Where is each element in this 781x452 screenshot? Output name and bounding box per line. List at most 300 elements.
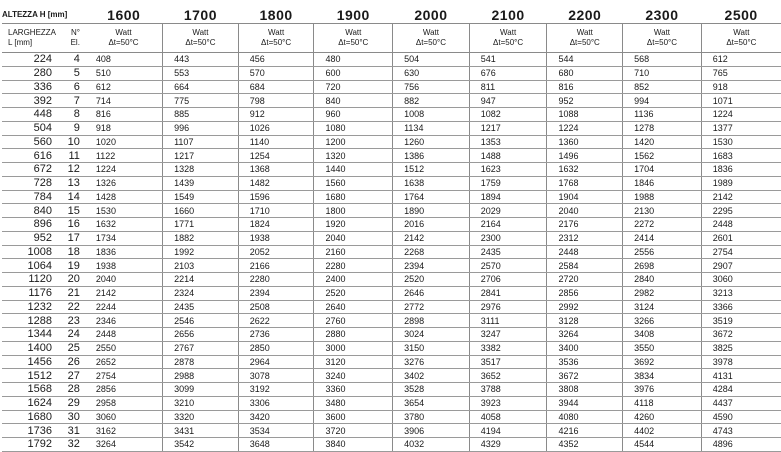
watt-value-cell: 676 [469, 66, 547, 80]
watt-value-cell: 1824 [238, 218, 314, 232]
width-cell: 1008 [2, 245, 56, 259]
elements-cell: 30 [56, 410, 85, 424]
watt-value-cell: 3213 [701, 286, 781, 300]
table-row [2, 300, 781, 314]
table-row [2, 355, 781, 369]
width-cell: 1232 [2, 300, 56, 314]
elements-cell: 32 [56, 438, 85, 452]
watt-value-cell: 2016 [393, 218, 470, 232]
watt-value-cell: 2898 [393, 314, 470, 328]
watt-value-cell: 1088 [547, 108, 623, 122]
watt-value-cell: 2324 [163, 286, 239, 300]
elements-cell: 31 [56, 424, 85, 438]
table-row [2, 424, 781, 438]
elements-cell: 12 [56, 163, 85, 177]
watt-value-cell: 510 [85, 66, 163, 80]
width-cell: 1568 [2, 383, 56, 397]
watt-value-cell: 4194 [469, 424, 547, 438]
watt-value-cell: 544 [547, 53, 623, 67]
watt-value-cell: 3825 [701, 341, 781, 355]
width-cell: 1120 [2, 273, 56, 287]
watt-value-cell: 2300 [469, 231, 547, 245]
table-row [2, 396, 781, 410]
watt-value-cell: 408 [85, 53, 163, 67]
watt-value-cell: 1904 [547, 190, 623, 204]
watt-value-cell: 1420 [623, 135, 702, 149]
watt-value-cell: 3276 [393, 355, 470, 369]
watt-value-cell: 1008 [393, 108, 470, 122]
watt-value-cell: 680 [547, 66, 623, 80]
watt-header-cell [85, 24, 163, 53]
table-row [2, 176, 781, 190]
watt-value-cell: 2878 [163, 355, 239, 369]
watt-value-cell: 4352 [547, 438, 623, 452]
watt-value-cell: 3923 [469, 396, 547, 410]
watt-value-cell: 2556 [623, 245, 702, 259]
watt-value-cell: 885 [163, 108, 239, 122]
elements-cell: 29 [56, 396, 85, 410]
watt-value-cell: 3111 [469, 314, 547, 328]
width-cell: 1400 [2, 341, 56, 355]
height-1700: 1700 [183, 6, 217, 23]
elements-cell: 5 [56, 66, 85, 80]
watt-value-cell: 2601 [701, 231, 781, 245]
elements-cell: 27 [56, 369, 85, 383]
watt-value-cell: 1020 [85, 135, 163, 149]
watt-value-cell: 3264 [85, 438, 163, 452]
watt-header-cell [469, 24, 547, 53]
larghezza-header [2, 24, 56, 53]
elements-cell: 6 [56, 80, 85, 94]
width-cell: 1512 [2, 369, 56, 383]
watt-value-cell: 630 [393, 66, 470, 80]
watt-value-cell: 443 [163, 53, 239, 67]
watt-value-cell: 3648 [238, 438, 314, 452]
elements-cell: 14 [56, 190, 85, 204]
watt-value-cell: 2856 [85, 383, 163, 397]
watt-value-cell: 3840 [314, 438, 393, 452]
table-row [2, 149, 781, 163]
watt-value-cell: 4284 [701, 383, 781, 397]
delta-label: Δt=50°C [493, 38, 524, 47]
watt-value-cell: 3264 [547, 328, 623, 342]
watt-value-cell: 3360 [314, 383, 393, 397]
delta-label: Δt=50°C [338, 38, 369, 47]
watt-value-cell: 1632 [547, 163, 623, 177]
delta-label: Δt=50°C [726, 38, 757, 47]
watt-value-cell: 918 [85, 121, 163, 135]
watt-value-cell: 3210 [163, 396, 239, 410]
watt-label: Watt [345, 28, 362, 37]
watt-value-cell: 3976 [623, 383, 702, 397]
watt-value-cell: 2976 [469, 300, 547, 314]
table-row [2, 314, 781, 328]
elements-cell: 22 [56, 300, 85, 314]
watt-value-cell: 912 [238, 108, 314, 122]
elements-cell: 26 [56, 355, 85, 369]
watt-value-cell: 1278 [623, 121, 702, 135]
watt-value-cell: 1920 [314, 218, 393, 232]
table-row [2, 218, 781, 232]
watt-label: Watt [422, 28, 439, 37]
watt-value-cell: 3400 [547, 341, 623, 355]
watt-value-cell: 600 [314, 66, 393, 80]
watt-value-cell: 1217 [469, 121, 547, 135]
watt-value-cell: 2720 [547, 273, 623, 287]
height-header-row [2, 6, 781, 24]
elements-header [56, 24, 85, 53]
watt-value-cell: 3788 [469, 383, 547, 397]
watt-value-cell: 1122 [85, 149, 163, 163]
watt-value-cell: 1377 [701, 121, 781, 135]
height-2100: 2100 [491, 6, 525, 23]
watt-value-cell: 2160 [314, 245, 393, 259]
watt-value-cell: 1136 [623, 108, 702, 122]
watt-value-cell: 1368 [238, 163, 314, 177]
watt-value-cell: 1254 [238, 149, 314, 163]
watt-value-cell: 2992 [547, 300, 623, 314]
watt-value-cell: 1938 [238, 231, 314, 245]
watt-value-cell: 1224 [547, 121, 623, 135]
watt-value-cell: 2400 [314, 273, 393, 287]
larghezza-unit: L [mm] [8, 38, 33, 47]
watt-value-cell: 3528 [393, 383, 470, 397]
watt-value-cell: 684 [238, 80, 314, 94]
width-cell: 728 [2, 176, 56, 190]
watt-value-cell: 4896 [701, 438, 781, 452]
watt-value-cell: 2394 [393, 259, 470, 273]
watt-value-cell: 2029 [469, 204, 547, 218]
watt-value-cell: 1938 [85, 259, 163, 273]
watt-value-cell: 2840 [623, 273, 702, 287]
watt-value-cell: 2772 [393, 300, 470, 314]
watt-value-cell: 3124 [623, 300, 702, 314]
watt-value-cell: 1734 [85, 231, 163, 245]
elements-cell: 8 [56, 108, 85, 122]
watt-label: Watt [192, 28, 209, 37]
watt-value-cell: 3536 [547, 355, 623, 369]
height-2500: 2500 [724, 6, 758, 23]
watt-value-cell: 2570 [469, 259, 547, 273]
watt-label: Watt [576, 28, 593, 37]
table-row [2, 273, 781, 287]
width-cell: 1792 [2, 438, 56, 452]
watt-value-cell: 1260 [393, 135, 470, 149]
watt-value-cell: 4590 [701, 410, 781, 424]
watt-value-cell: 1989 [701, 176, 781, 190]
watt-value-cell: 1134 [393, 121, 470, 135]
watt-value-cell: 553 [163, 66, 239, 80]
watt-value-cell: 2546 [163, 314, 239, 328]
watt-value-cell: 3978 [701, 355, 781, 369]
watt-value-cell: 4216 [547, 424, 623, 438]
watt-value-cell: 3431 [163, 424, 239, 438]
elements-cell: 7 [56, 94, 85, 108]
watt-header-cell [701, 24, 781, 53]
watt-header-cell [314, 24, 393, 53]
watt-value-cell: 2856 [547, 286, 623, 300]
watt-value-cell: 1224 [85, 163, 163, 177]
table-row [2, 383, 781, 397]
table-row [2, 190, 781, 204]
watt-value-cell: 1638 [393, 176, 470, 190]
watt-value-cell: 2295 [701, 204, 781, 218]
watt-value-cell: 2880 [314, 328, 393, 342]
watt-value-cell: 3534 [238, 424, 314, 438]
watt-value-cell: 568 [623, 53, 702, 67]
watt-value-cell: 1660 [163, 204, 239, 218]
watt-value-cell: 960 [314, 108, 393, 122]
watt-value-cell: 4402 [623, 424, 702, 438]
watt-value-cell: 3542 [163, 438, 239, 452]
watt-value-cell: 1992 [163, 245, 239, 259]
height-1900: 1900 [336, 6, 370, 23]
watt-value-cell: 2040 [547, 204, 623, 218]
watt-value-cell: 2448 [701, 218, 781, 232]
watt-value-cell: 1224 [701, 108, 781, 122]
table-row [2, 135, 781, 149]
watt-value-cell: 816 [85, 108, 163, 122]
table-row [2, 80, 781, 94]
watt-value-cell: 918 [701, 80, 781, 94]
watt-header-cell [163, 24, 239, 53]
width-cell: 560 [2, 135, 56, 149]
watt-value-cell: 4080 [547, 410, 623, 424]
watt-value-cell: 2767 [163, 341, 239, 355]
watt-value-cell: 2646 [393, 286, 470, 300]
watt-value-cell: 2698 [623, 259, 702, 273]
watt-value-cell: 2176 [547, 218, 623, 232]
table-row [2, 163, 781, 177]
watt-value-cell: 2448 [547, 245, 623, 259]
height-2300: 2300 [645, 6, 679, 23]
table-row [2, 369, 781, 383]
watt-value-cell: 2736 [238, 328, 314, 342]
watt-value-cell: 1836 [701, 163, 781, 177]
watt-value-cell: 1386 [393, 149, 470, 163]
table-row [2, 108, 781, 122]
table-row [2, 231, 781, 245]
watt-value-cell: 3780 [393, 410, 470, 424]
elements-cell: 13 [56, 176, 85, 190]
watt-header-cell [238, 24, 314, 53]
watt-value-cell: 1710 [238, 204, 314, 218]
delta-label: Δt=50°C [261, 38, 292, 47]
watt-value-cell: 2760 [314, 314, 393, 328]
elements-label: N° [70, 28, 80, 37]
watt-value-cell: 1140 [238, 135, 314, 149]
watt-value-cell: 2142 [85, 286, 163, 300]
watt-value-cell: 1328 [163, 163, 239, 177]
watt-label: Watt [115, 28, 132, 37]
elements-cell: 11 [56, 149, 85, 163]
watt-value-cell: 3120 [314, 355, 393, 369]
delta-label: Δt=50°C [569, 38, 600, 47]
watt-value-cell: 3519 [701, 314, 781, 328]
watt-value-cell: 1764 [393, 190, 470, 204]
width-cell: 1680 [2, 410, 56, 424]
watt-value-cell: 456 [238, 53, 314, 67]
width-cell: 952 [2, 231, 56, 245]
watt-value-cell: 2244 [85, 300, 163, 314]
watt-value-cell: 775 [163, 94, 239, 108]
larghezza-label: LARGHEZZA [8, 28, 57, 37]
watt-value-cell: 4118 [623, 396, 702, 410]
watt-value-cell: 3550 [623, 341, 702, 355]
watt-value-cell: 952 [547, 94, 623, 108]
table-row [2, 341, 781, 355]
watt-value-cell: 1326 [85, 176, 163, 190]
watt-value-cell: 1836 [85, 245, 163, 259]
watt-value-cell: 1759 [469, 176, 547, 190]
watt-value-cell: 1882 [163, 231, 239, 245]
watt-value-cell: 480 [314, 53, 393, 67]
height-2000: 2000 [414, 6, 448, 23]
width-cell: 1624 [2, 396, 56, 410]
watt-value-cell: 3078 [238, 369, 314, 383]
watt-value-cell: 714 [85, 94, 163, 108]
watt-value-cell: 1512 [393, 163, 470, 177]
watt-value-cell: 4437 [701, 396, 781, 410]
watt-value-cell: 2103 [163, 259, 239, 273]
width-cell: 1064 [2, 259, 56, 273]
elements-cell: 4 [56, 53, 85, 67]
watt-value-cell: 3906 [393, 424, 470, 438]
watt-value-cell: 996 [163, 121, 239, 135]
watt-value-cell: 1632 [85, 218, 163, 232]
watt-value-cell: 3320 [163, 410, 239, 424]
width-cell: 672 [2, 163, 56, 177]
altezza-label: ALTEZZA H [mm] [2, 10, 68, 19]
watt-value-cell: 3000 [314, 341, 393, 355]
elements-cell: 18 [56, 245, 85, 259]
watt-value-cell: 994 [623, 94, 702, 108]
watt-value-cell: 3060 [85, 410, 163, 424]
watt-value-cell: 1440 [314, 163, 393, 177]
watt-value-cell: 3517 [469, 355, 547, 369]
table-row [2, 410, 781, 424]
watt-value-cell: 1439 [163, 176, 239, 190]
watt-value-cell: 1082 [469, 108, 547, 122]
watt-value-cell: 1894 [469, 190, 547, 204]
watt-value-cell: 2907 [701, 259, 781, 273]
watt-value-cell: 2520 [314, 286, 393, 300]
watt-value-cell: 4544 [623, 438, 702, 452]
watt-label: Watt [653, 28, 671, 37]
watt-value-cell: 1683 [701, 149, 781, 163]
elements-cell: 15 [56, 204, 85, 218]
watt-value-cell: 2142 [393, 231, 470, 245]
width-cell: 1176 [2, 286, 56, 300]
table-row [2, 204, 781, 218]
table-row [2, 286, 781, 300]
watt-value-cell: 2448 [85, 328, 163, 342]
width-cell: 448 [2, 108, 56, 122]
watt-value-cell: 3162 [85, 424, 163, 438]
watt-value-cell: 612 [85, 80, 163, 94]
elements-cell: 21 [56, 286, 85, 300]
watt-value-cell: 882 [393, 94, 470, 108]
width-cell: 336 [2, 80, 56, 94]
watt-value-cell: 2346 [85, 314, 163, 328]
watt-value-cell: 1530 [85, 204, 163, 218]
watt-value-cell: 3306 [238, 396, 314, 410]
table-row [2, 328, 781, 342]
watt-value-cell: 2312 [547, 231, 623, 245]
width-cell: 504 [2, 121, 56, 135]
watt-value-cell: 852 [623, 80, 702, 94]
watt-value-cell: 3128 [547, 314, 623, 328]
table-row [2, 438, 781, 452]
elements-cell: 25 [56, 341, 85, 355]
watt-value-cell: 2130 [623, 204, 702, 218]
watt-value-cell: 3720 [314, 424, 393, 438]
watt-value-cell: 4329 [469, 438, 547, 452]
watt-value-cell: 3247 [469, 328, 547, 342]
table-row [2, 94, 781, 108]
watt-value-cell: 1768 [547, 176, 623, 190]
watt-value-cell: 1320 [314, 149, 393, 163]
elements-unit: El. [70, 38, 80, 47]
watt-value-cell: 570 [238, 66, 314, 80]
watt-value-cell: 720 [314, 80, 393, 94]
watt-value-cell: 4032 [393, 438, 470, 452]
width-cell: 224 [2, 53, 56, 67]
table-row [2, 245, 781, 259]
elements-cell: 10 [56, 135, 85, 149]
watt-value-cell: 1200 [314, 135, 393, 149]
watt-value-cell: 1771 [163, 218, 239, 232]
table-row [2, 259, 781, 273]
radiator-output-table-wrapper [2, 6, 781, 452]
watt-value-cell: 2584 [547, 259, 623, 273]
watt-value-cell: 1217 [163, 149, 239, 163]
watt-value-cell: 2706 [469, 273, 547, 287]
width-cell: 784 [2, 190, 56, 204]
elements-cell: 9 [56, 121, 85, 135]
watt-value-cell: 816 [547, 80, 623, 94]
watt-value-cell: 2164 [469, 218, 547, 232]
watt-value-cell: 612 [701, 53, 781, 67]
watt-value-cell: 2508 [238, 300, 314, 314]
watt-value-cell: 1482 [238, 176, 314, 190]
watt-value-cell: 1496 [547, 149, 623, 163]
watt-value-cell: 4131 [701, 369, 781, 383]
watt-value-cell: 3366 [701, 300, 781, 314]
delta-label: Δt=50°C [108, 38, 139, 47]
elements-cell: 20 [56, 273, 85, 287]
watt-value-cell: 1107 [163, 135, 239, 149]
table-row [2, 66, 781, 80]
watt-value-cell: 1080 [314, 121, 393, 135]
watt-label: Watt [733, 28, 750, 37]
watt-value-cell: 3060 [701, 273, 781, 287]
watt-value-cell: 3692 [623, 355, 702, 369]
width-cell: 392 [2, 94, 56, 108]
width-cell: 616 [2, 149, 56, 163]
watt-value-cell: 3240 [314, 369, 393, 383]
width-cell: 1288 [2, 314, 56, 328]
width-cell: 896 [2, 218, 56, 232]
watt-header-cell [623, 24, 702, 53]
elements-cell: 17 [56, 231, 85, 245]
watt-value-cell: 3266 [623, 314, 702, 328]
elements-cell: 19 [56, 259, 85, 273]
watt-value-cell: 710 [623, 66, 702, 80]
watt-value-cell: 3382 [469, 341, 547, 355]
watt-value-cell: 4058 [469, 410, 547, 424]
watt-value-cell: 2214 [163, 273, 239, 287]
